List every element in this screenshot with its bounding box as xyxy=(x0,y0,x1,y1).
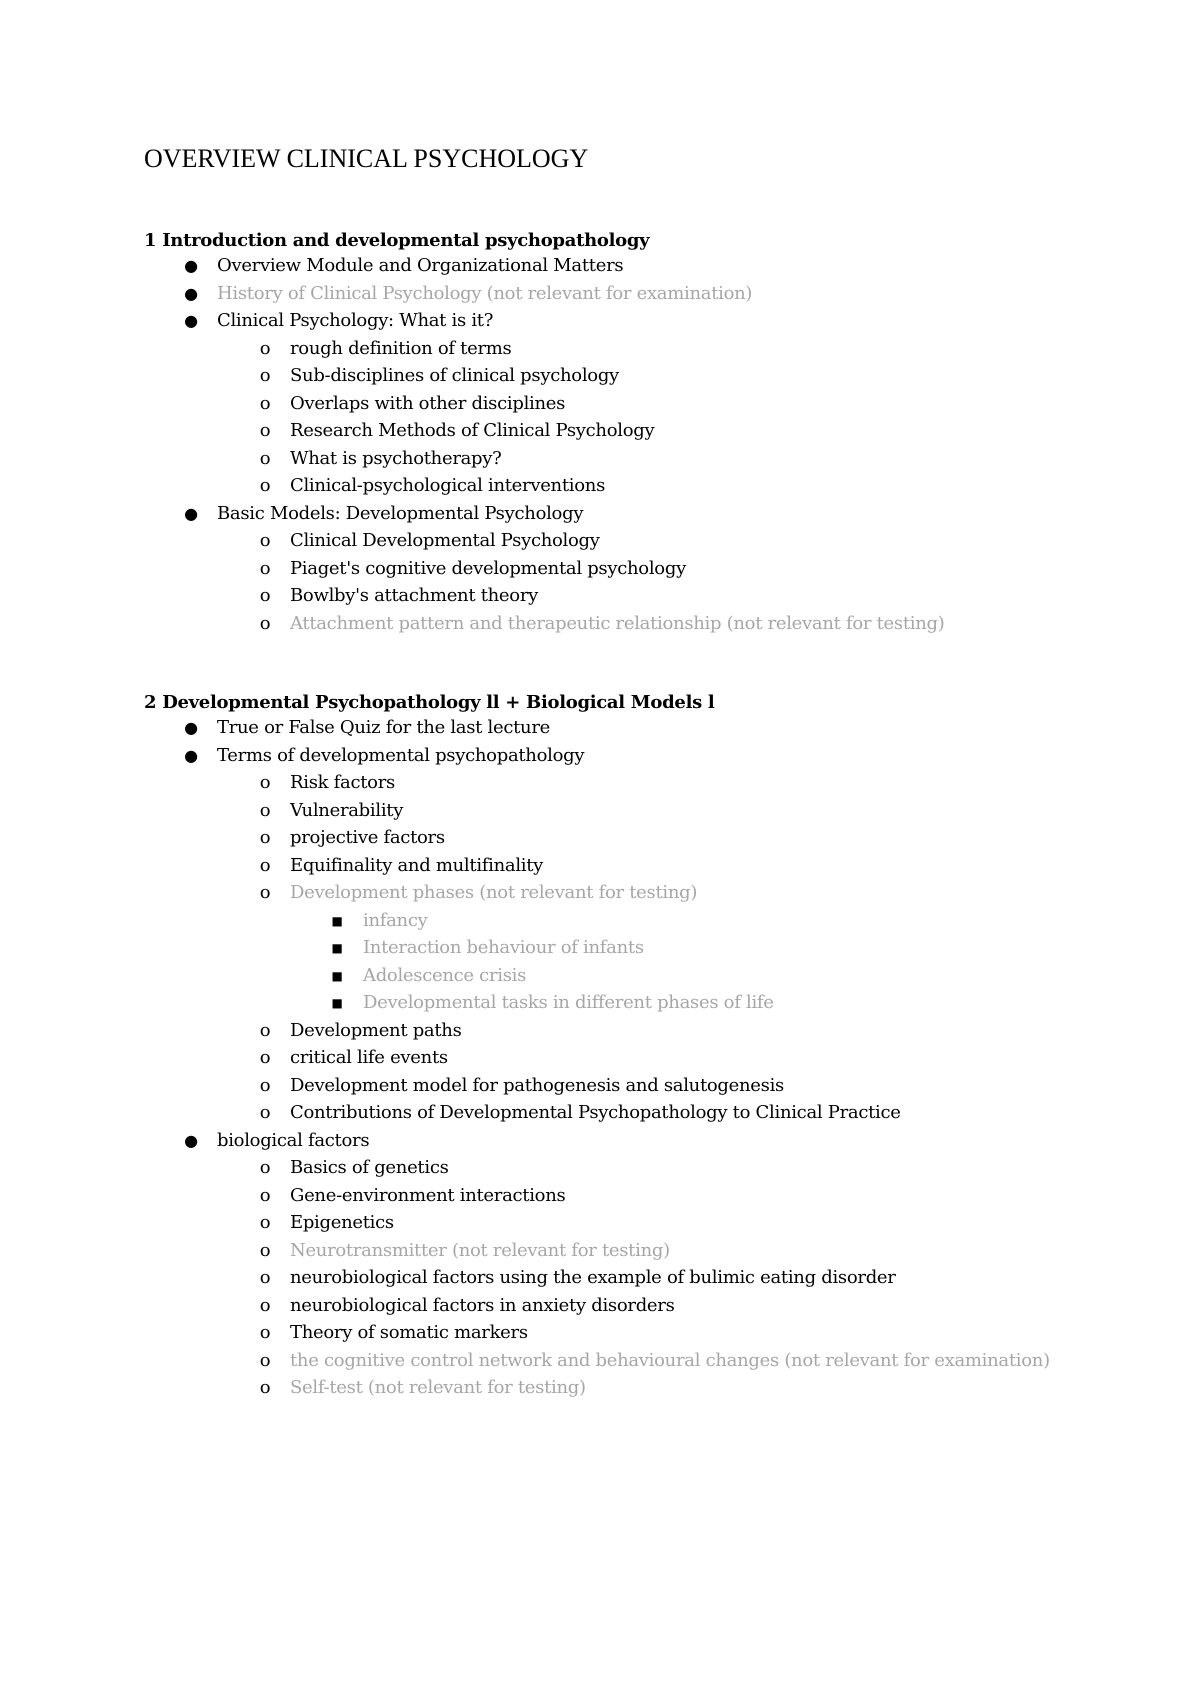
list-item-text: Clinical Developmental Psychology xyxy=(290,530,600,551)
list-item xyxy=(259,880,698,906)
list-item xyxy=(259,1155,449,1181)
list-item-text: critical life events xyxy=(290,1047,448,1068)
list-item xyxy=(259,391,566,417)
list-item-text: Terms of developmental psychopathology xyxy=(217,744,585,766)
list-item xyxy=(259,1045,448,1071)
list-item xyxy=(259,1018,462,1044)
circle-icon: o xyxy=(259,1377,271,1398)
list-item-text: neurobiological factors using the example of bulimic eating disorder xyxy=(290,1267,896,1288)
circle-icon: o xyxy=(259,420,271,441)
list-item xyxy=(184,501,584,527)
list-item xyxy=(259,418,655,444)
list-item-text: True or False Quiz for the last lecture xyxy=(217,717,550,738)
list-item-text: Self-test (not relevant for testing) xyxy=(290,1377,586,1398)
circle-icon: o xyxy=(259,1074,271,1096)
list-item-text: Sub-disciplines of clinical psychology xyxy=(290,365,619,386)
list-item xyxy=(259,1265,896,1291)
list-item-text: Clinical-psychological interventions xyxy=(290,475,606,496)
bullet-icon: ● xyxy=(184,718,198,737)
list-item xyxy=(259,583,538,609)
list-item xyxy=(259,363,619,389)
bullet-icon: ● xyxy=(184,256,198,275)
list-item xyxy=(259,1073,784,1099)
list-item-text: Basic Models: Developmental Psychology xyxy=(217,502,584,524)
bullet-icon: ● xyxy=(184,745,198,765)
circle-icon: o xyxy=(259,530,271,551)
list-item xyxy=(259,1210,394,1236)
circle-icon: o xyxy=(259,1157,271,1178)
list-item xyxy=(184,715,550,741)
list-item-text: infancy xyxy=(363,909,428,931)
list-item-text: Overlaps with other disciplines xyxy=(290,392,566,414)
circle-icon: o xyxy=(259,585,271,606)
list-item xyxy=(259,798,404,824)
document-title: OVERVIEW CLINICAL PSYCHOLOGY xyxy=(144,144,589,173)
list-item xyxy=(259,1183,566,1209)
list-item xyxy=(331,935,644,961)
circle-icon: o xyxy=(259,1212,271,1233)
list-item-text: projective factors xyxy=(290,827,445,848)
list-item-text: rough definition of terms xyxy=(290,337,512,359)
list-item-text: Development phases (not relevant for testing) xyxy=(290,882,698,903)
list-item-text: the cognitive control network and behavioural changes (not relevant for examination) xyxy=(290,1349,1050,1371)
circle-icon: o xyxy=(259,365,271,386)
bullet-icon: ● xyxy=(184,1130,198,1150)
circle-icon: o xyxy=(259,475,271,496)
circle-icon: o xyxy=(259,1349,271,1371)
list-item xyxy=(259,611,945,637)
list-item-text: Gene-environment interactions xyxy=(290,1184,566,1206)
list-item-text: Epigenetics xyxy=(290,1212,394,1233)
list-item-text: Development model for pathogenesis and salutogenesis xyxy=(290,1074,784,1096)
circle-icon: o xyxy=(259,799,271,821)
circle-icon: o xyxy=(259,1267,271,1288)
list-item-text: Equifinality and multifinality xyxy=(290,854,544,876)
list-item-text: biological factors xyxy=(217,1129,370,1151)
circle-icon: o xyxy=(259,1322,271,1343)
list-item xyxy=(259,528,600,554)
list-item-text: History of Clinical Psychology (not relevant for examination) xyxy=(217,282,753,304)
list-item xyxy=(259,853,544,879)
circle-icon: o xyxy=(259,1184,271,1206)
list-item-text: Overview Module and Organizational Matters xyxy=(217,255,624,276)
circle-icon: o xyxy=(259,612,271,634)
list-item xyxy=(259,1238,670,1264)
list-item xyxy=(259,336,512,362)
circle-icon: o xyxy=(259,337,271,359)
list-item-text: Piaget's cognitive developmental psychology xyxy=(290,557,686,579)
list-item-text: Research Methods of Clinical Psychology xyxy=(290,420,655,441)
list-item-text: Developmental tasks in different phases of life xyxy=(363,992,774,1013)
list-item xyxy=(259,446,502,472)
circle-icon: o xyxy=(259,827,271,848)
bullet-icon: ● xyxy=(184,283,198,303)
list-item-text: Clinical Psychology: What is it? xyxy=(217,310,494,331)
list-item-text: neurobiological factors in anxiety disorders xyxy=(290,1294,675,1316)
section-heading: 2 Developmental Psychopathology ll + Biological Models l xyxy=(144,692,715,713)
list-item xyxy=(184,281,753,307)
section-heading: 1 Introduction and developmental psychopathology xyxy=(144,230,650,251)
circle-icon: o xyxy=(259,1102,271,1123)
list-item xyxy=(259,1293,675,1319)
list-item xyxy=(331,990,774,1016)
list-item xyxy=(184,743,585,769)
list-item xyxy=(259,473,606,499)
list-item xyxy=(259,770,395,796)
list-item-text: Adolescence crisis xyxy=(363,964,527,986)
list-item xyxy=(259,1348,1050,1374)
circle-icon: o xyxy=(259,1047,271,1068)
circle-icon: o xyxy=(259,854,271,876)
circle-icon: o xyxy=(259,1019,271,1041)
circle-icon: o xyxy=(259,392,271,414)
circle-icon: o xyxy=(259,1294,271,1316)
circle-icon: o xyxy=(259,1239,271,1261)
list-item-text: Interaction behaviour of infants xyxy=(363,937,644,958)
list-item xyxy=(331,908,428,934)
circle-icon: o xyxy=(259,447,271,469)
list-item-text: Contributions of Developmental Psychopathology to Clinical Practice xyxy=(290,1102,901,1123)
circle-icon: o xyxy=(259,882,271,903)
square-icon: ■ xyxy=(331,941,343,955)
list-item-text: Development paths xyxy=(290,1019,462,1041)
list-item xyxy=(184,253,624,279)
list-item xyxy=(259,556,686,582)
list-item-text: Vulnerability xyxy=(290,799,404,821)
list-item xyxy=(184,308,494,334)
list-item xyxy=(259,1375,586,1401)
circle-icon: o xyxy=(259,772,271,793)
bullet-icon: ● xyxy=(184,503,198,523)
square-icon: ■ xyxy=(331,913,343,928)
square-icon: ■ xyxy=(331,996,343,1010)
circle-icon: o xyxy=(259,557,271,579)
bullet-icon: ● xyxy=(184,311,198,330)
list-item-text: Basics of genetics xyxy=(290,1157,449,1178)
list-item-text: Theory of somatic markers xyxy=(290,1322,528,1343)
list-item-text: What is psychotherapy? xyxy=(290,447,502,469)
list-item xyxy=(259,1320,528,1346)
list-item xyxy=(259,1100,901,1126)
square-icon: ■ xyxy=(331,968,343,983)
list-item xyxy=(184,1128,370,1154)
list-item xyxy=(259,825,445,851)
list-item-text: Neurotransmitter (not relevant for testing) xyxy=(290,1239,670,1261)
list-item-text: Risk factors xyxy=(290,772,395,793)
list-item-text: Attachment pattern and therapeutic relationship (not relevant for testing) xyxy=(290,612,945,634)
list-item-text: Bowlby's attachment theory xyxy=(290,585,538,606)
list-item xyxy=(331,963,527,989)
